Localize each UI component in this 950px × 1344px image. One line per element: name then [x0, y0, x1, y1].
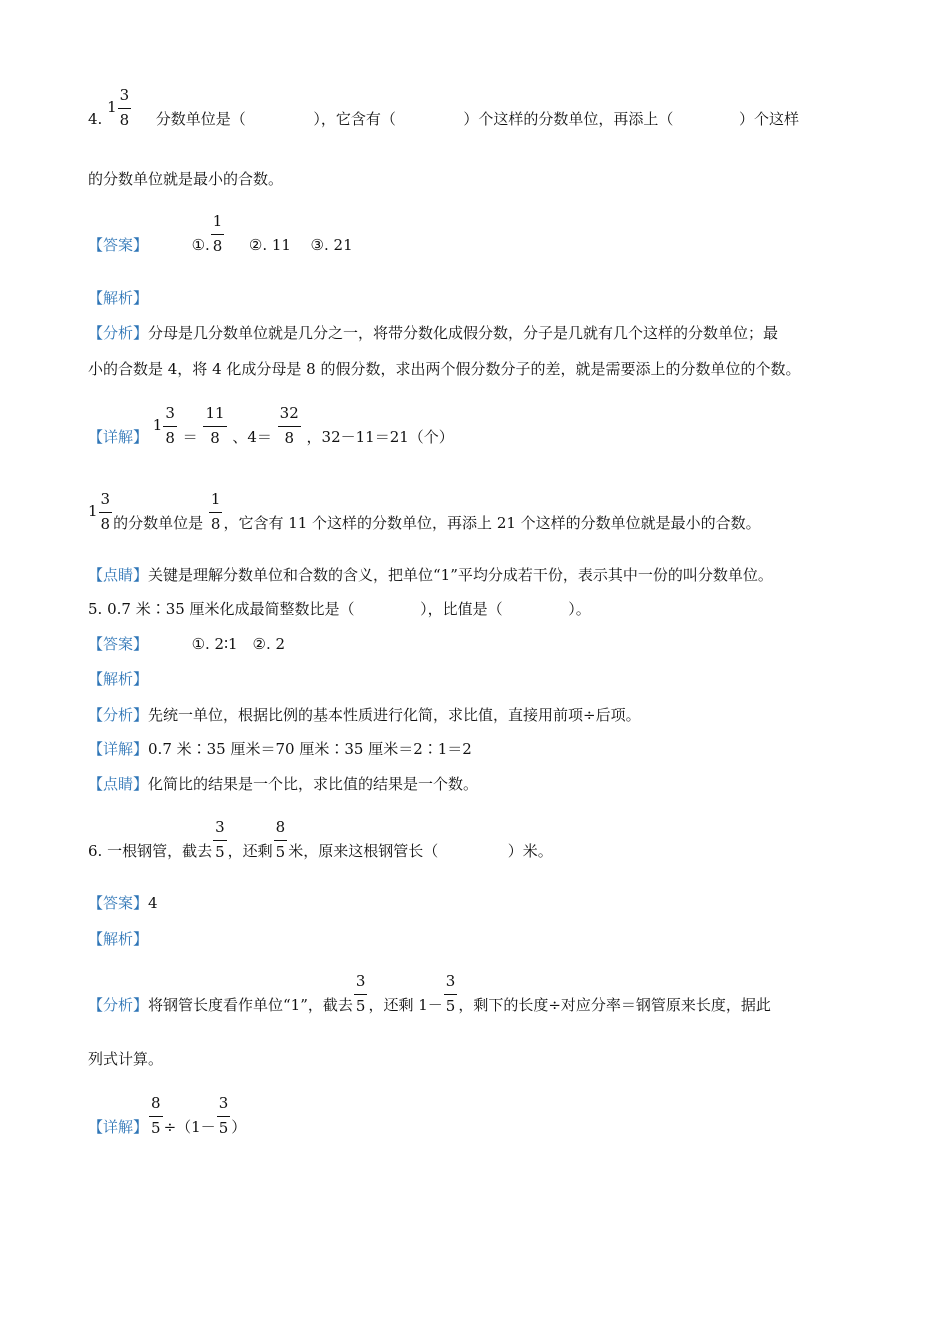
dianjing-tag: 【点睛】 — [88, 775, 149, 793]
q4-text-2: ），它含有（ — [313, 110, 396, 128]
denominator: 8 — [210, 429, 220, 447]
q6-answer: 4 — [148, 894, 158, 912]
q4-text-4: ）个这样 — [738, 110, 799, 128]
numerator: 1 — [209, 492, 223, 513]
q5-dianjing-line — [88, 773, 478, 795]
xiangjie-tag: 【详解】 — [88, 740, 149, 758]
dianjing-text: 化简比的结果是一个比，求比值的结果是一个数。 — [148, 775, 479, 793]
denominator: 8 — [212, 237, 223, 255]
q5-text-2: ），比值是（ — [420, 600, 503, 618]
q6-fenxi-line1 — [88, 972, 771, 1026]
fenxi-text: 分母是几分数单位就是几分之一，将带分数化成假分数，分子是几就有几个这样的分数单位；最 — [148, 324, 779, 342]
denominator: 8 — [100, 515, 111, 533]
q4-dianjing-line — [88, 564, 773, 586]
q5-jiexi-tag: 【解析】 — [88, 670, 149, 688]
q4-jiexi-tag: 【解析】 — [88, 289, 149, 307]
answer-1-label: ①. — [191, 236, 210, 254]
q6-text-4: ）米。 — [507, 842, 553, 860]
fenxi-fraction-1 — [354, 974, 368, 1014]
q4-mixed-number — [107, 86, 132, 140]
numerator: 1 — [211, 214, 225, 235]
q4-text-1: 分数单位是（ — [155, 110, 246, 128]
denominator: 5 — [275, 843, 286, 861]
numerator: 3 — [444, 974, 458, 995]
answer-2: ②. 11 — [248, 236, 291, 254]
detail-separator: 、4＝ — [232, 428, 272, 446]
numerator: 32 — [278, 406, 301, 427]
q4-conclusion-line — [88, 490, 761, 544]
q6-fraction-1 — [213, 820, 227, 860]
fenxi-text-2: ，还剩 1－ — [368, 996, 443, 1014]
xiangjie-tag: 【详解】 — [88, 428, 149, 446]
mixed-fraction — [118, 88, 132, 128]
xiangjie-mid: ÷（1－ — [163, 1118, 216, 1136]
fenxi-tag: 【分析】 — [88, 706, 149, 724]
q5-answer-line — [88, 633, 285, 655]
q4-xiangjie-line — [88, 404, 454, 458]
fenxi-text: 先统一单位，根据比例的基本性质进行化简，求比值，直接用前项÷后项。 — [148, 706, 641, 724]
q6-fraction-2 — [274, 820, 288, 860]
q6-text-2: ，还剩 — [227, 842, 273, 860]
equals-sign: ＝ — [182, 428, 198, 446]
conclusion-text-1: 的分数单位是 — [113, 514, 204, 532]
detail-mixed-number — [152, 404, 178, 458]
q4-text-3: ）个这样的分数单位，再添上（ — [463, 110, 674, 128]
conclusion-text-2: ，它含有 11 个这样的分数单位，再添上 21 个这样的分数单位就是最小的合数。 — [223, 514, 761, 532]
dianjing-tag: 【点睛】 — [88, 566, 149, 584]
denominator: 5 — [445, 997, 456, 1015]
mixed-whole: 1 — [152, 416, 163, 434]
answer-tag: 【答案】 — [88, 894, 149, 912]
fenxi-text-1: 将钢管长度看作单位“1”，截去 — [148, 996, 353, 1014]
numerator: 3 — [163, 406, 177, 427]
mixed-fraction — [99, 492, 113, 532]
denominator: 8 — [119, 111, 130, 129]
xiangjie-end: ） — [231, 1118, 247, 1136]
numerator: 3 — [118, 88, 132, 109]
xiangjie-fraction-1 — [149, 1096, 163, 1136]
mixed-whole: 1 — [107, 98, 117, 116]
q4-stem-line2: 的分数单位就是最小的合数。 — [88, 170, 284, 188]
fenxi-text-3: ，剩下的长度÷对应分率＝钢管原来长度，据此 — [458, 996, 771, 1014]
q6-text-1: 6. 一根钢管，截去 — [88, 842, 213, 860]
detail-tail: ，32－11＝21（个） — [306, 428, 454, 446]
numerator: 11 — [203, 406, 226, 427]
xiangjie-fraction-2 — [217, 1096, 231, 1136]
numerator: 3 — [213, 820, 227, 841]
q6-fenxi-line2: 列式计算。 — [88, 1050, 164, 1068]
q5-text-1: 5. 0.7 米∶35 厘米化成最简整数比是（ — [88, 600, 355, 618]
numerator: 8 — [274, 820, 288, 841]
conclusion-mixed-number — [88, 490, 113, 544]
q5-answer: ①. 2∶1 ②. 2 — [191, 635, 286, 653]
denominator: 8 — [210, 515, 221, 533]
q4-fenxi-line1 — [88, 322, 778, 344]
q4-stem-line1 — [88, 86, 799, 140]
xiangjie-tag: 【详解】 — [88, 1118, 149, 1136]
denominator: 5 — [355, 997, 366, 1015]
detail-fraction-1 — [203, 406, 226, 446]
denominator: 5 — [215, 843, 225, 861]
q6-text-3: 米，原来这根钢管长（ — [288, 842, 439, 860]
mixed-whole: 1 — [88, 502, 98, 520]
q6-stem — [88, 818, 553, 872]
fenxi-tag: 【分析】 — [88, 324, 149, 342]
q5-stem — [88, 598, 591, 620]
mixed-fraction — [163, 406, 177, 446]
q5-xiangjie-line — [88, 738, 472, 760]
numerator: 3 — [99, 492, 113, 513]
denominator: 5 — [151, 1119, 161, 1137]
answer-tag: 【答案】 — [88, 236, 149, 254]
answer-1-fraction — [211, 214, 225, 254]
answer-3: ③. 21 — [310, 236, 353, 254]
fenxi-fraction-2 — [444, 974, 458, 1014]
dianjing-text: 关键是理解分数单位和合数的含义，把单位“1”平均分成若干份，表示其中一份的叫分数单位。 — [148, 566, 773, 584]
denominator: 5 — [218, 1119, 229, 1137]
xiangjie-text: 0.7 米∶35 厘米＝70 厘米∶35 厘米＝2∶1＝2 — [148, 740, 472, 758]
numerator: 8 — [149, 1096, 163, 1117]
q5-fenxi-line — [88, 704, 641, 726]
q6-jiexi-tag: 【解析】 — [88, 930, 149, 948]
numerator: 3 — [354, 974, 368, 995]
q6-xiangjie-line — [88, 1094, 247, 1148]
fenxi-tag: 【分析】 — [88, 996, 149, 1014]
detail-fraction-2 — [278, 406, 301, 446]
numerator: 3 — [217, 1096, 231, 1117]
answer-tag: 【答案】 — [88, 635, 149, 653]
q4-number: 4. — [88, 110, 103, 128]
denominator: 8 — [284, 429, 294, 447]
q4-fenxi-line2: 小的合数是 4，将 4 化成分母是 8 的假分数，求出两个假分数分子的差，就是需要添上的分数单位的个数。 — [88, 360, 801, 378]
conclusion-fraction — [209, 492, 223, 532]
denominator: 8 — [165, 429, 175, 447]
q6-answer-line — [88, 892, 158, 914]
q5-text-3: ）。 — [568, 600, 591, 618]
q4-answer-line — [88, 212, 353, 266]
